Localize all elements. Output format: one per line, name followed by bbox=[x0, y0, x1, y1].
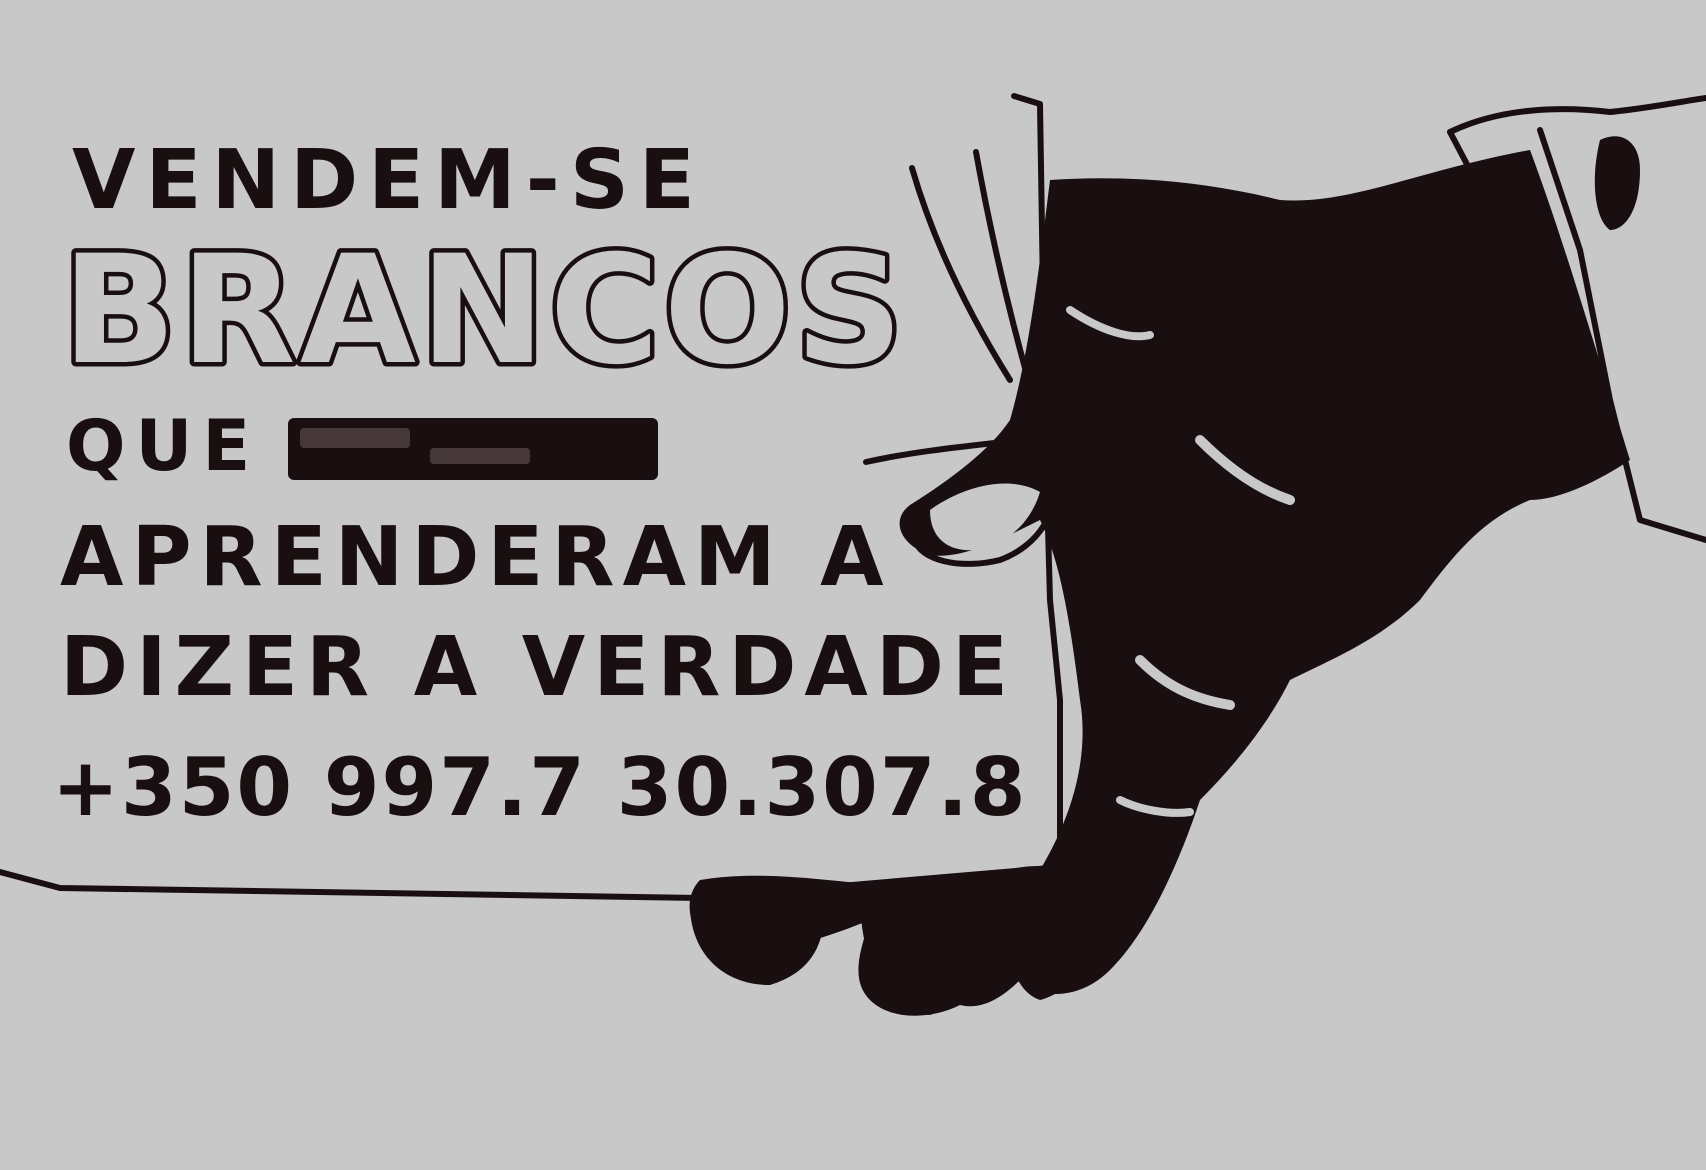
sign-line-1: VENDEM-SE bbox=[72, 133, 705, 228]
sign-line-4: APRENDERAM A bbox=[60, 510, 892, 605]
sign-text bbox=[52, 133, 1028, 834]
sign-line-5: DIZER A VERDADE bbox=[60, 620, 1016, 715]
redaction-texture-2 bbox=[430, 448, 530, 464]
phone-number: +350 997.7 30.307.8 bbox=[52, 741, 1028, 834]
sleeve-top-line bbox=[1450, 98, 1706, 132]
sign-line-2: BRANCOS bbox=[62, 224, 908, 398]
sign-fold-line bbox=[912, 168, 1010, 380]
redaction-texture-1 bbox=[300, 428, 410, 448]
fingertip-1 bbox=[690, 882, 823, 985]
sleeve-shadow bbox=[1595, 136, 1640, 230]
sign-line-3: QUE bbox=[66, 405, 261, 487]
